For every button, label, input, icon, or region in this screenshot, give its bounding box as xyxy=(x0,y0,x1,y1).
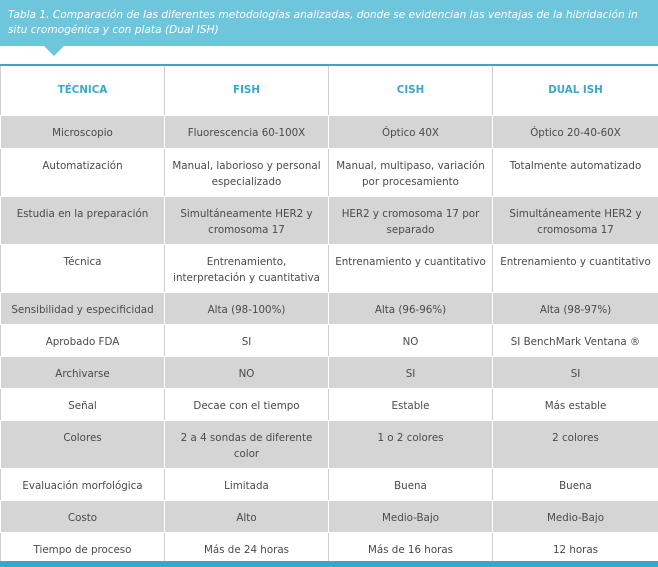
table-row xyxy=(1,356,658,388)
technique-cell: Costo xyxy=(1,500,165,532)
technique-cell: Aprobado FDA xyxy=(1,324,165,356)
technique-cell: Técnica xyxy=(1,244,165,292)
cish-cell: Entrenamiento y cuantitativo xyxy=(329,244,493,292)
comparison-table xyxy=(0,64,658,565)
cish-cell: Medio-Bajo xyxy=(329,500,493,532)
table-bottom-bar xyxy=(0,561,658,567)
technique-cell: Estudia en la preparación xyxy=(1,196,165,244)
dual-ish-cell: 2 colores xyxy=(493,420,658,468)
table-row xyxy=(1,532,658,564)
table-row xyxy=(1,244,658,292)
table-row xyxy=(1,388,658,420)
dual-ish-cell: Alta (98-97%) xyxy=(493,292,658,324)
table-row xyxy=(1,115,658,148)
cish-cell: 1 o 2 colores xyxy=(329,420,493,468)
fish-cell: NO xyxy=(165,356,329,388)
technique-cell: Señal xyxy=(1,388,165,420)
header-cell-dual-ish: DUAL ISH xyxy=(493,65,658,115)
fish-cell: Entrenamiento, interpretación y cuantitativa xyxy=(165,244,329,292)
technique-cell: Microscopio xyxy=(1,115,165,148)
dual-ish-cell: Medio-Bajo xyxy=(493,500,658,532)
table-row xyxy=(1,468,658,500)
technique-cell: Sensibilidad y especificidad xyxy=(1,292,165,324)
technique-cell: Tiempo de proceso xyxy=(1,532,165,564)
fish-cell: SI xyxy=(165,324,329,356)
cish-cell: HER2 y cromosoma 17 por separado xyxy=(329,196,493,244)
table-header-row xyxy=(1,65,658,115)
cish-cell: Más de 16 horas xyxy=(329,532,493,564)
dual-ish-cell: SI BenchMark Ventana ® xyxy=(493,324,658,356)
caption-pointer xyxy=(44,46,64,56)
table-caption: Tabla 1. Comparación de las diferentes metodologías analizadas, donde se evidencian las ventajas de la hibridación in situ cromogénica y con plata (Dual ISH) xyxy=(8,9,638,36)
table-caption-box xyxy=(0,0,658,46)
header-cell-tecnica: TÉCNICA xyxy=(1,65,165,115)
technique-cell: Archivarse xyxy=(1,356,165,388)
table-row xyxy=(1,292,658,324)
dual-ish-cell: Más estable xyxy=(493,388,658,420)
cish-cell: Estable xyxy=(329,388,493,420)
cish-cell: Óptico 40X xyxy=(329,115,493,148)
fish-cell: 2 a 4 sondas de diferente color xyxy=(165,420,329,468)
header-cell-cish: CISH xyxy=(329,65,493,115)
technique-cell: Automatización xyxy=(1,148,165,196)
dual-ish-cell: Simultáneamente HER2 y cromosoma 17 xyxy=(493,196,658,244)
fish-cell: Más de 24 horas xyxy=(165,532,329,564)
fish-cell: Manual, laborioso y personal especializado xyxy=(165,148,329,196)
table-row xyxy=(1,196,658,244)
fish-cell: Fluorescencia 60-100X xyxy=(165,115,329,148)
fish-cell: Simultáneamente HER2 y cromosoma 17 xyxy=(165,196,329,244)
fish-cell: Limitada xyxy=(165,468,329,500)
dual-ish-cell: Buena xyxy=(493,468,658,500)
header-cell-fish: FISH xyxy=(165,65,329,115)
table-row xyxy=(1,420,658,468)
table-row xyxy=(1,148,658,196)
comparison-table-wrapper xyxy=(0,64,658,565)
cish-cell: Manual, multipaso, variación por procesamiento xyxy=(329,148,493,196)
fish-cell: Decae con el tiempo xyxy=(165,388,329,420)
technique-cell: Evaluación morfológica xyxy=(1,468,165,500)
dual-ish-cell: SI xyxy=(493,356,658,388)
dual-ish-cell: Totalmente automatizado xyxy=(493,148,658,196)
dual-ish-cell: Entrenamiento y cuantitativo xyxy=(493,244,658,292)
dual-ish-cell: Óptico 20-40-60X xyxy=(493,115,658,148)
fish-cell: Alto xyxy=(165,500,329,532)
fish-cell: Alta (98-100%) xyxy=(165,292,329,324)
cish-cell: Alta (96-96%) xyxy=(329,292,493,324)
dual-ish-cell: 12 horas xyxy=(493,532,658,564)
cish-cell: SI xyxy=(329,356,493,388)
table-row xyxy=(1,500,658,532)
table-row xyxy=(1,324,658,356)
cish-cell: Buena xyxy=(329,468,493,500)
cish-cell: NO xyxy=(329,324,493,356)
technique-cell: Colores xyxy=(1,420,165,468)
